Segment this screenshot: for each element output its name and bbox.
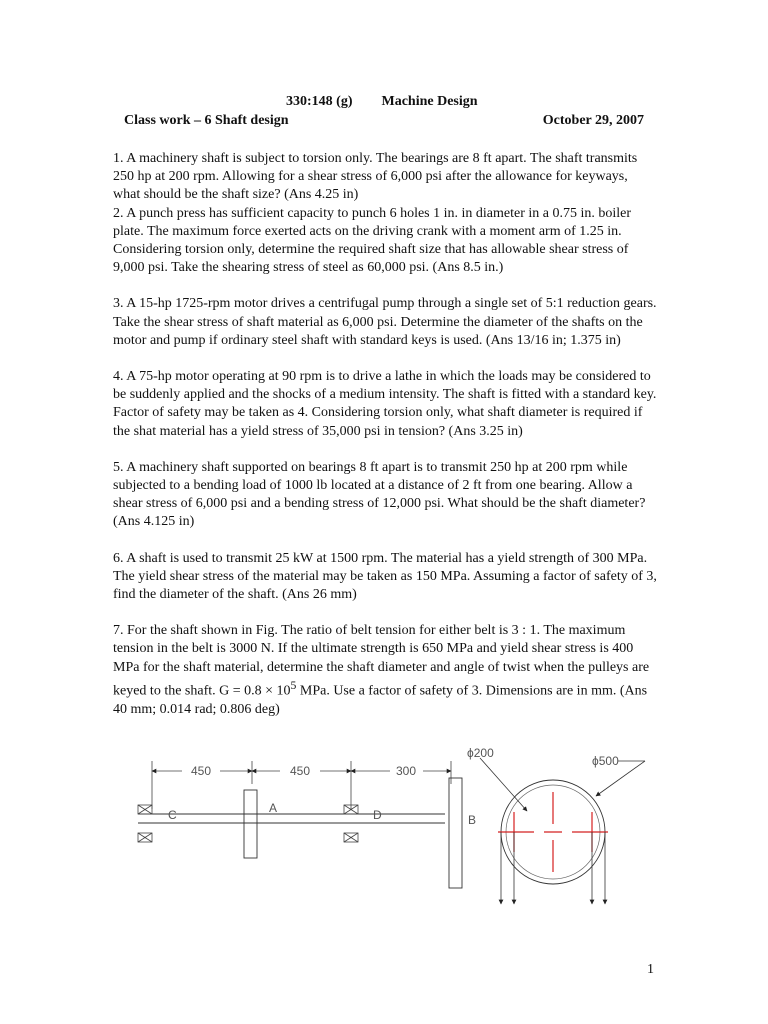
header-line-2: [124, 113, 644, 129]
shaft-diagram: [130, 744, 650, 914]
problem-4: 4. A 75-hp motor operating at 90 rpm is to drive a lathe in which the loads may be considered to be suddenly applied and the shocks of a medium intensity. The shaft is fitted with a standard key. Factor of safety may be taken as 4. Considering torsion only, what shaft diameter is required if the shat material has a yield stress of 35,000 psi in tension? (Ans 3.25 in): [113, 369, 657, 439]
problem-1: 1. A machinery shaft is subject to torsion only. The bearings are 8 ft apart. The shaft transmits 250 hp at 200 rpm. Allowing for a shear stress of 6,000 psi after the allowance for keyways, what should be the shaft size? (Ans 4.25 in): [113, 151, 638, 203]
shaft-figure: [130, 744, 650, 914]
diameter-label-small: ϕ200: [467, 746, 494, 760]
bearing-d: [344, 805, 358, 842]
problem-6: 6. A shaft is used to transmit 25 kW at 1500 rpm. The material has a yield strength of 300 MPa. The yield shear stress of the material may be taken as 150 MPa. Assuming a factor of safety of 3, find the diameter of the shaft. (Ans 26 mm): [113, 550, 657, 603]
problem-7-text-b: MPa. Use a factor of safety of 3. Dimensions are in mm. (Ans 40 mm; 0.014 rad; 0.806 deg): [113, 683, 648, 717]
problem-7-exponent: 5: [290, 678, 297, 692]
label-c: C: [168, 808, 177, 822]
dimension-label-3: 300: [395, 764, 417, 778]
dimension-label-1: 450: [190, 764, 212, 778]
header-line-1: [286, 94, 478, 110]
page-number: 1: [647, 962, 654, 977]
shaft: [138, 814, 445, 823]
problem-3: 3. A 15-hp 1725-rpm motor drives a centrifugal pump through a single set of 5:1 reduction gears. Take the shear stress of shaft material as 6,000 psi. Determine the diameter of the shafts on the motor and pump if ordinary steel shaft with standard keys is used. (Ans 13/16 in; 1.375 in): [113, 296, 657, 348]
leader-lines: [480, 758, 645, 811]
problem-2: 2. A punch press has sufficient capacity to punch 6 holes 1 in. in diameter in a 0.75 in. boiler plate. The maximum force exerted acts on the driving crank with a moment arm of 1.25 in. Considering torsion only, determine the required shaft size that has allowable shear stress of 9,000 psi. Take the shearing stress of steel as 60,000 psi. (Ans 8.5 in.): [113, 205, 632, 276]
course-code: 330:148 (g): [286, 94, 353, 109]
bearing-c: [138, 805, 152, 842]
leader-small: [480, 758, 527, 811]
diameter-label-large: ϕ500: [592, 754, 619, 768]
pulley-b: [449, 778, 462, 888]
date: October 29, 2007: [542, 113, 644, 128]
problem-list: [113, 150, 658, 719]
classwork-title: Class work – 6 Shaft design: [124, 113, 289, 128]
dimension-label-2: 450: [289, 764, 311, 778]
label-b: B: [468, 813, 477, 827]
pulley-end-view: [467, 746, 645, 904]
label-a: A: [269, 801, 278, 815]
problem-5: 5. A machinery shaft supported on bearings 8 ft apart is to transmit 250 hp at 200 rpm while subjected to a bending load of 1000 lb located at a distance of 2 ft from one bearing. Allow a shear stress of 6,000 psi and a bending stress of 12,000 psi. What should be the shaft diameter? (Ans 4.125 in): [113, 459, 646, 530]
problem-7: [113, 622, 658, 719]
subject-title: Machine Design: [381, 94, 478, 109]
centerlines: [498, 792, 608, 872]
label-d: D: [373, 808, 382, 822]
pulley-a: [244, 790, 257, 858]
problem-7-text-a: 7. For the shaft shown in Fig. The ratio of belt tension for either belt is 3 : 1. The maximum tension in the belt is 3000 N. If the ultimate strength is 650 MPa and yield shear stress is 400 MPa for the shaft material, determine the shaft diameter and angle of twist when the pulleys are keyed to the shaft. G = 0.8 × 10: [113, 623, 650, 699]
